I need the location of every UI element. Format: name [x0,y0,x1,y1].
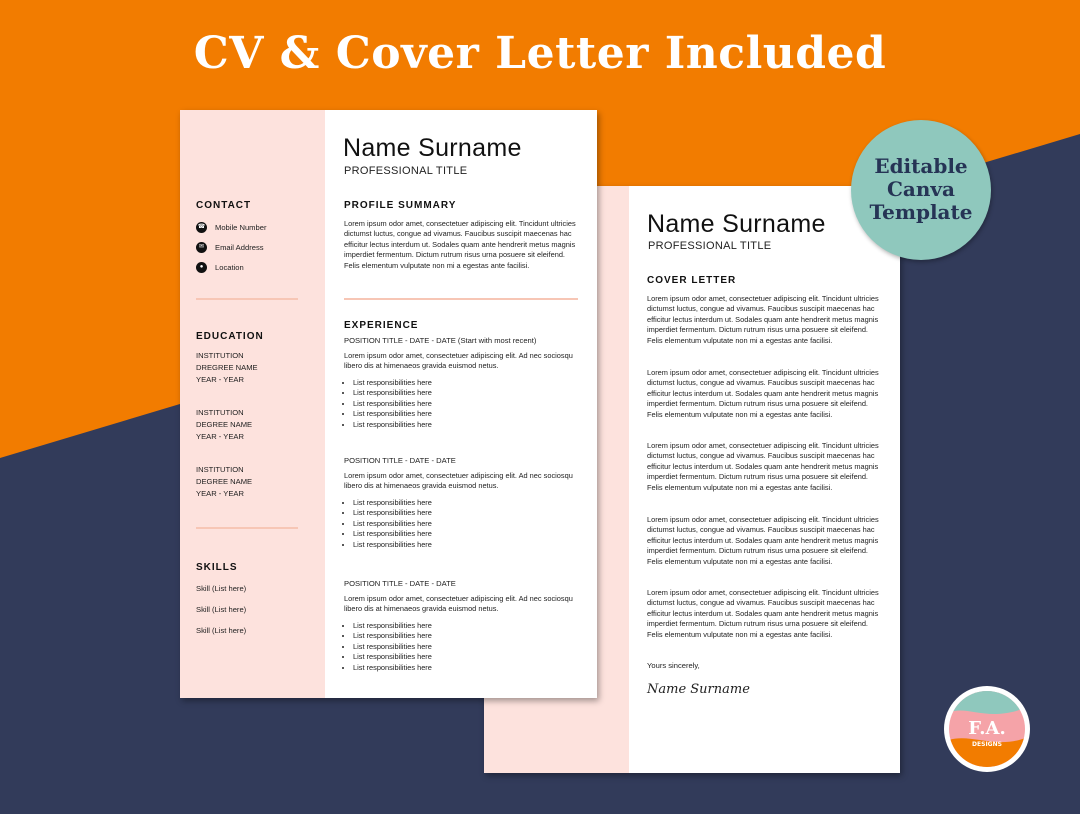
responsibility-item: • List responsibilities here [353,409,432,419]
responsibility-item: • List responsibilities here [353,529,432,539]
sidebar-divider [196,527,298,529]
contact-heading: CONTACT [196,200,252,211]
email-icon: ✉ [196,242,207,253]
logo-graphic [944,686,1030,772]
responsibility-item: • List responsibilities here [353,399,432,409]
responsibility-item: • List responsibilities here [353,631,432,641]
responsibility-item: • List responsibilities here [353,652,432,662]
cv-professional-title: PROFESSIONAL TITLE [344,165,468,177]
logo-subtitle: DESIGNS [972,741,1002,748]
responsibility-item: • List responsibilities here [353,642,432,652]
responsibilities-list [344,498,432,550]
section-divider [344,298,578,300]
skill-item: Skill (List here) [196,584,247,593]
badge-line: Editable [874,154,968,178]
cover-letter-paragraph: Lorem ipsum odor amet, consectetuer adipiscing elit. Tincidunt ultricies dictumst luctus, congue ad vivamus. Faucibus suscipit maecenas hac efficitur lectus interdum ut. Sodales quam ante hendrerit metus magnis imperdiet fermentum. Dictum rutrum risus urna posuere sit eleifend. Felis elementum vulputate non mi a egestas ante facilisi. [647,294,879,345]
location-icon: ● [196,262,207,273]
position-description: Lorem ipsum odor amet, consectetuer adipiscing elit. Ad nec sociosqu libero dis at himenaeos gravida euismod netus. [344,471,573,491]
cover-letter-professional-title: PROFESSIONAL TITLE [648,240,772,252]
education-years: YEAR - YEAR [196,375,244,384]
cover-letter-paragraph: Lorem ipsum odor amet, consectetuer adipiscing elit. Tincidunt ultricies dictumst luctus, congue ad vivamus. Faucibus suscipit maecenas hac efficitur lectus interdum ut. Sodales quam ante hendrerit metus magnis imperdiet fermentum. Dictum rutrum risus urna posuere sit eleifend. Felis elementum vulputate non mi a egestas ante facilisi. [647,588,879,639]
responsibilities-list [344,621,432,673]
responsibility-item: • List responsibilities here [353,378,432,388]
profile-summary-text: Lorem ipsum odor amet, consectetuer adipiscing elit. Tincidunt ultricies dictumst luctus, congue ad vivamus. Faucibus suscipit maecenas hac efficitur lectus interdum ut. Sodales quam ante hendrerit metus magnis imperdiet fermentum. Dictum rutrum risus urna posuere sit eleifend. Felis elementum vulputate non mi a egestas ante facilisi. [344,219,576,270]
position-description: Lorem ipsum odor amet, consectetuer adipiscing elit. Ad nec sociosqu libero dis at himenaeos gravida euismod netus. [344,594,573,614]
education-years: YEAR - YEAR [196,489,244,498]
editable-template-badge [851,120,991,260]
responsibility-item: • List responsibilities here [353,663,432,673]
education-institution: INSTITUTION [196,351,244,360]
skills-heading: SKILLS [196,562,238,573]
cover-letter-paragraph: Lorem ipsum odor amet, consectetuer adipiscing elit. Tincidunt ultricies dictumst luctus, congue ad vivamus. Faucibus suscipit maecenas hac efficitur lectus interdum ut. Sodales quam ante hendrerit metus magnis imperdiet fermentum. Dictum rutrum risus urna posuere sit eleifend. Felis elementum vulputate non mi a egestas ante facilisi. [647,368,879,419]
skill-item: Skill (List here) [196,626,247,635]
cv-document [180,110,597,698]
contact-location: Location [215,263,244,272]
logo-initials: F.A. [968,718,1006,739]
contact-mobile: Mobile Number [215,223,267,232]
signature: Name Surname [647,682,750,697]
cv-name: Name Surname [343,134,522,162]
skill-item: Skill (List here) [196,605,247,614]
cover-letter-heading: COVER LETTER [647,275,737,286]
responsibility-item: • List responsibilities here [353,420,432,430]
responsibility-item: • List responsibilities here [353,519,432,529]
responsibility-item: • List responsibilities here [353,388,432,398]
cover-letter-paragraph: Lorem ipsum odor amet, consectetuer adipiscing elit. Tincidunt ultricies dictumst luctus, congue ad vivamus. Faucibus suscipit maecenas hac efficitur lectus interdum ut. Sodales quam ante hendrerit metus magnis imperdiet fermentum. Dictum rutrum risus urna posuere sit eleifend. Felis elementum vulputate non mi a egestas ante facilisi. [647,515,879,566]
education-institution: INSTITUTION [196,408,244,417]
cover-letter-name: Name Surname [647,210,826,238]
headline: CV & Cover Letter Included [193,28,887,79]
education-years: YEAR - YEAR [196,432,244,441]
position-title: POSITION TITLE - DATE - DATE [344,579,456,588]
education-degree: DREGREE NAME [196,363,258,372]
responsibility-item: • List responsibilities here [353,498,432,508]
phone-icon: ☎ [196,222,207,233]
sidebar-divider [196,298,298,300]
education-heading: EDUCATION [196,331,264,342]
badge-line: Canva [887,177,955,201]
position-title: POSITION TITLE - DATE - DATE (Start with most recent) [344,336,537,345]
education-degree: DEGREE NAME [196,420,253,429]
responsibility-item: • List responsibilities here [353,621,432,631]
education-degree: DEGREE NAME [196,477,253,486]
fa-designs-logo [944,686,1030,772]
badge-line: Template [869,200,973,224]
education-institution: INSTITUTION [196,465,244,474]
contact-email: Email Address [215,243,264,252]
responsibility-item: • List responsibilities here [353,540,432,550]
profile-summary-heading: PROFILE SUMMARY [344,200,457,211]
responsibilities-list [344,378,432,430]
cover-letter-paragraph: Lorem ipsum odor amet, consectetuer adipiscing elit. Tincidunt ultricies dictumst luctus, congue ad vivamus. Faucibus suscipit maecenas hac efficitur lectus interdum ut. Sodales quam ante hendrerit metus magnis imperdiet fermentum. Dictum rutrum risus urna posuere sit eleifend. Felis elementum vulputate non mi a egestas ante facilisi. [647,441,879,492]
position-title: POSITION TITLE - DATE - DATE [344,456,456,465]
responsibility-item: • List responsibilities here [353,508,432,518]
closing-text: Yours sincerely, [647,661,700,670]
position-description: Lorem ipsum odor amet, consectetuer adipiscing elit. Ad nec sociosqu libero dis at himenaeos gravida euismod netus. [344,351,573,371]
experience-heading: EXPERIENCE [344,320,419,331]
